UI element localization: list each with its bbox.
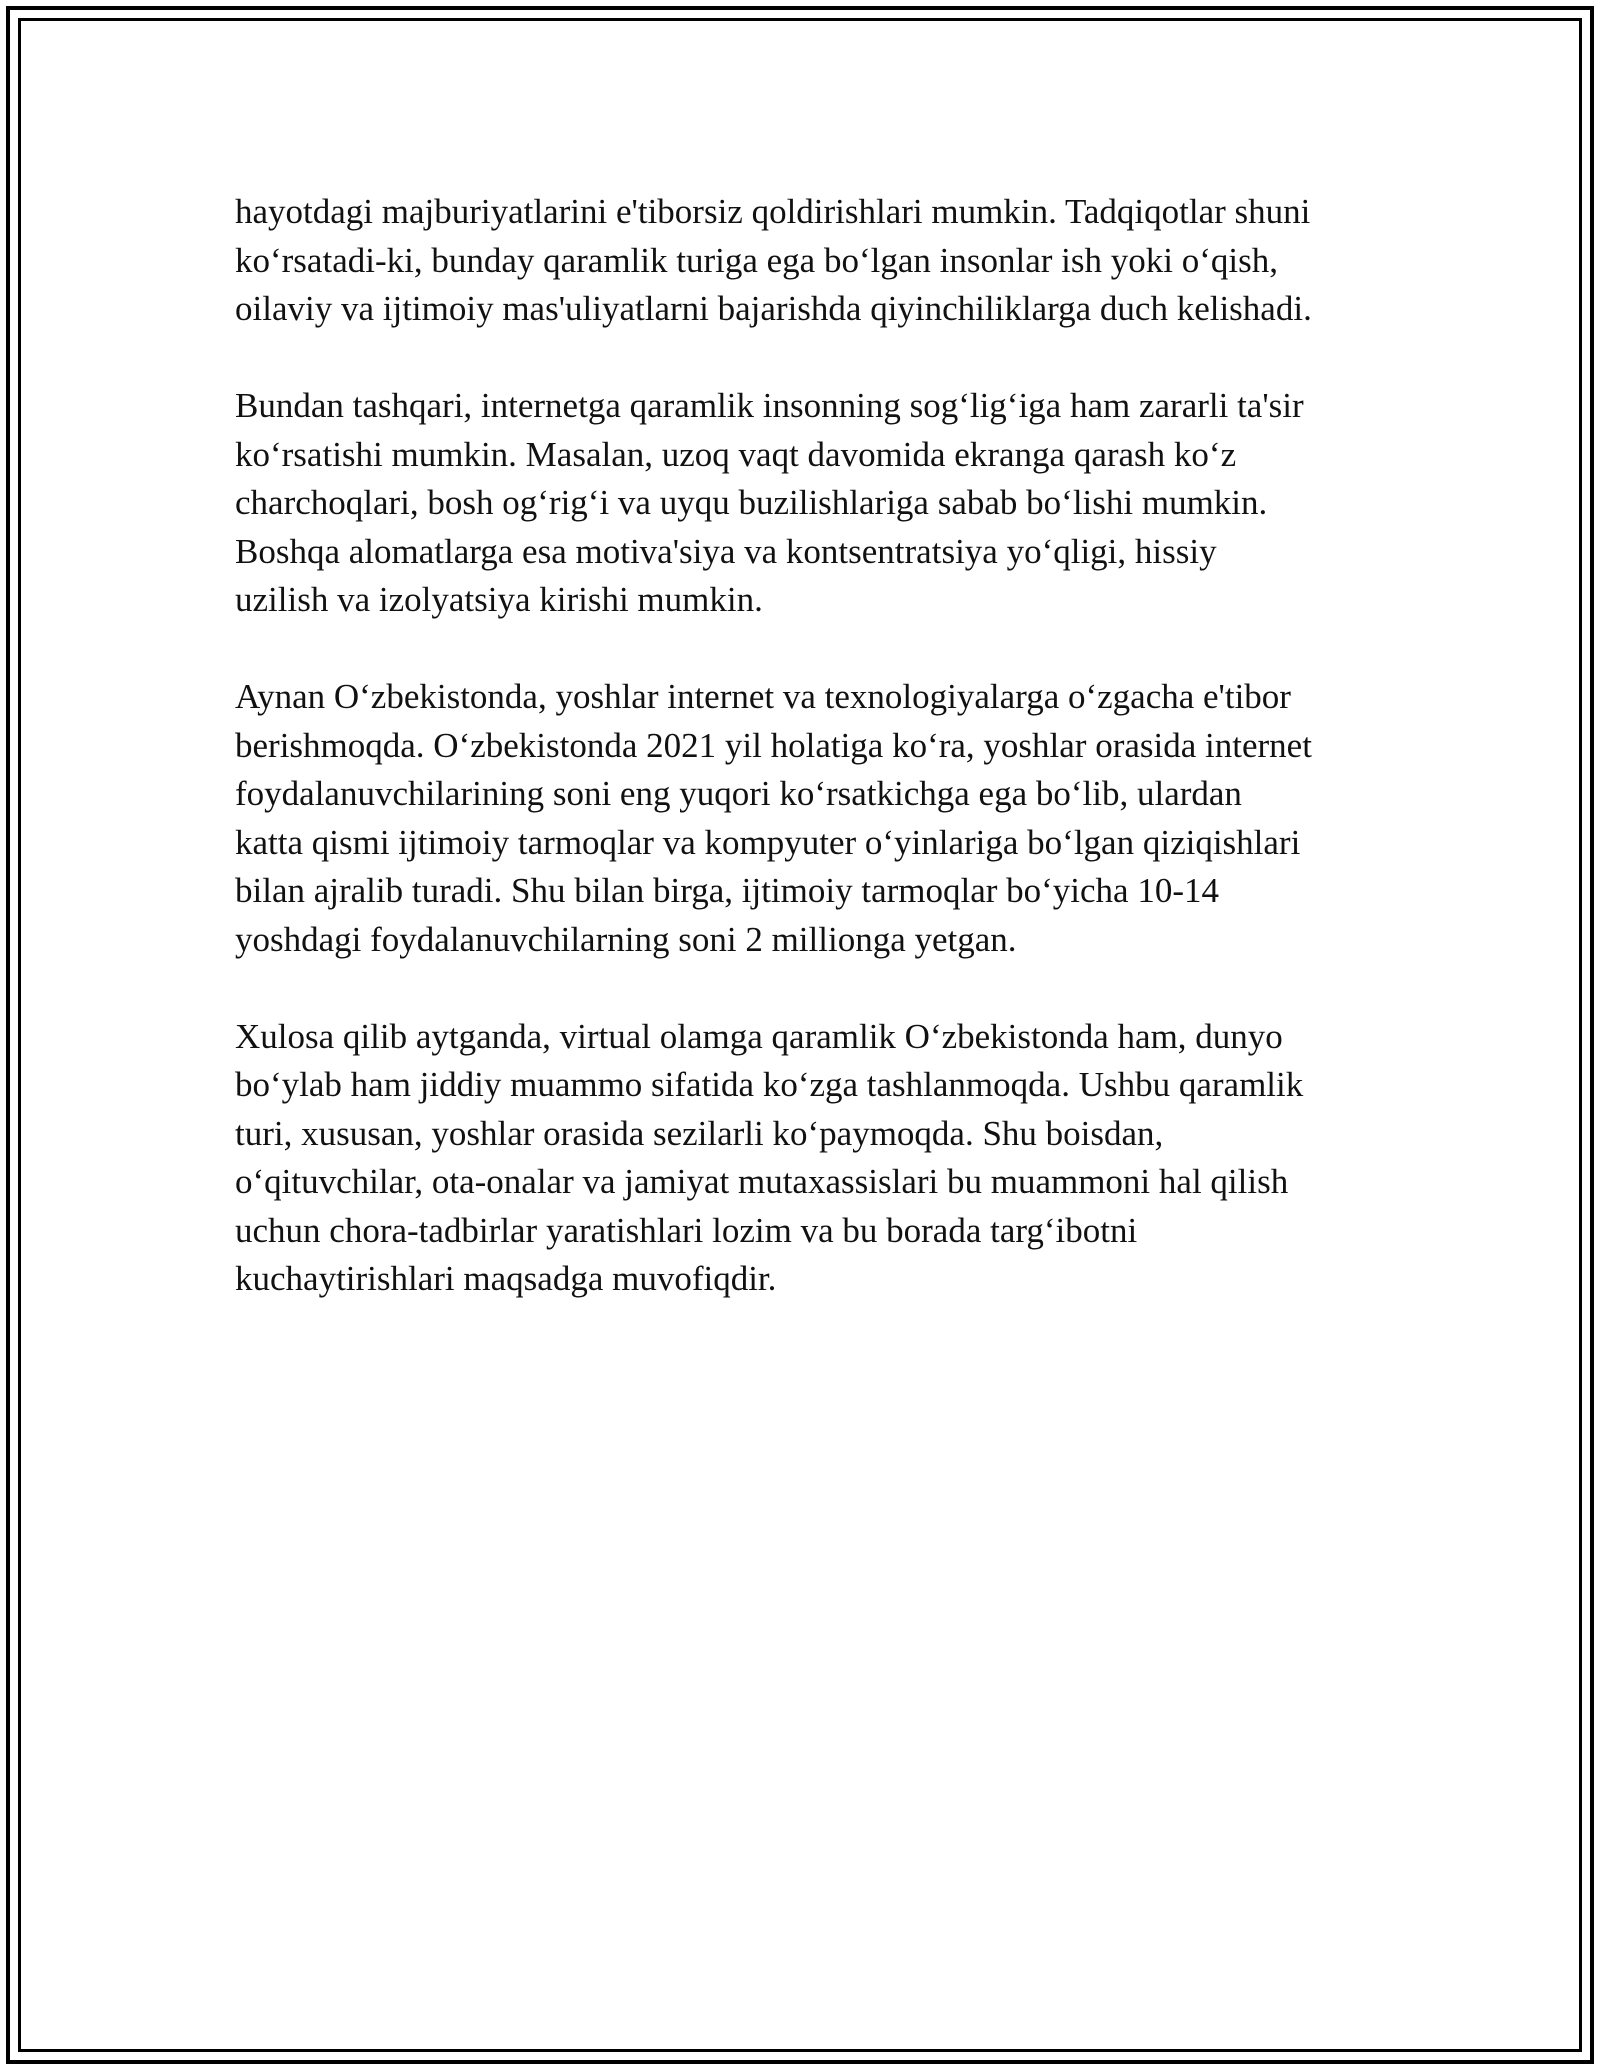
text-line: o‘qituvchilar, ota-onalar va jamiyat mutaxassislari bu muammoni hal qilish bbox=[235, 1162, 1289, 1201]
text-line: Boshqa alomatlarga esa motiva'siya va kontsentratsiya yo‘qligi, hissiy bbox=[235, 531, 1217, 571]
text-line: katta qismi ijtimoiy tarmoqlar va kompyuter o‘yinlariga bo‘lgan qiziqishlari bbox=[235, 822, 1301, 862]
paragraph-health bbox=[235, 382, 1375, 625]
text-line: oilaviy va ijtimoiy mas'uliyatlarni bajarishda qiyinchiliklarga duch kelishadi. bbox=[235, 289, 1312, 328]
text-line: turi, xususan, yoshlar orasida sezilarli ko‘paymoqda. Shu boisdan, bbox=[235, 1113, 1164, 1153]
paragraph-conclusion bbox=[235, 1013, 1375, 1304]
text-line: hayotdagi majburiyatlarini e'tiborsiz qoldirishlari mumkin. Tadqiqotlar shuni bbox=[235, 192, 1311, 231]
text-line: Aynan O‘zbekistonda, yoshlar internet va texnologiyalarga o‘zgacha e'tibor bbox=[235, 677, 1291, 716]
text-line: charchoqlari, bosh og‘rig‘i va uyqu buzilishlariga sabab bo‘lishi mumkin. bbox=[235, 483, 1268, 522]
text-line: uzilish va izolyatsiya kirishi mumkin. bbox=[235, 580, 763, 619]
text-line: Xulosa qilib aytganda, virtual olamga qaramlik O‘zbekistonda ham, dunyo bbox=[235, 1016, 1283, 1056]
text-line: ko‘rsatadi-ki, bunday qaramlik turiga ega bo‘lgan insonlar ish yoki o‘qish, bbox=[235, 240, 1278, 280]
paragraph-obligations bbox=[235, 188, 1375, 334]
text-line: bilan ajralib turadi. Shu bilan birga, ijtimoiy tarmoqlar bo‘yicha 10-14 bbox=[235, 871, 1219, 910]
paragraph-uzbekistan bbox=[235, 673, 1375, 964]
document-body bbox=[235, 188, 1375, 1352]
text-line: yoshdagi foydalanuvchilarning soni 2 millionga yetgan. bbox=[235, 919, 1017, 959]
text-line: berishmoqda. O‘zbekistonda 2021 yil holatiga ko‘ra, yoshlar orasida internet bbox=[235, 725, 1312, 765]
text-line: foydalanuvchilarining soni eng yuqori ko‘rsatkichga ega bo‘lib, ulardan bbox=[235, 774, 1242, 813]
text-line: Bundan tashqari, internetga qaramlik insonning sog‘lig‘iga ham zararli ta'sir bbox=[235, 386, 1304, 425]
text-line: uchun chora-tadbirlar yaratishlari lozim va bu borada targ‘ibotni bbox=[235, 1210, 1138, 1250]
text-line: bo‘ylab ham jiddiy muammo sifatida ko‘zga tashlanmoqda. Ushbu qaramlik bbox=[235, 1065, 1304, 1104]
text-line: kuchaytirishlari maqsadga muvofiqdir. bbox=[235, 1259, 777, 1298]
text-line: ko‘rsatishi mumkin. Masalan, uzoq vaqt davomida ekranga qarash ko‘z bbox=[235, 434, 1237, 474]
